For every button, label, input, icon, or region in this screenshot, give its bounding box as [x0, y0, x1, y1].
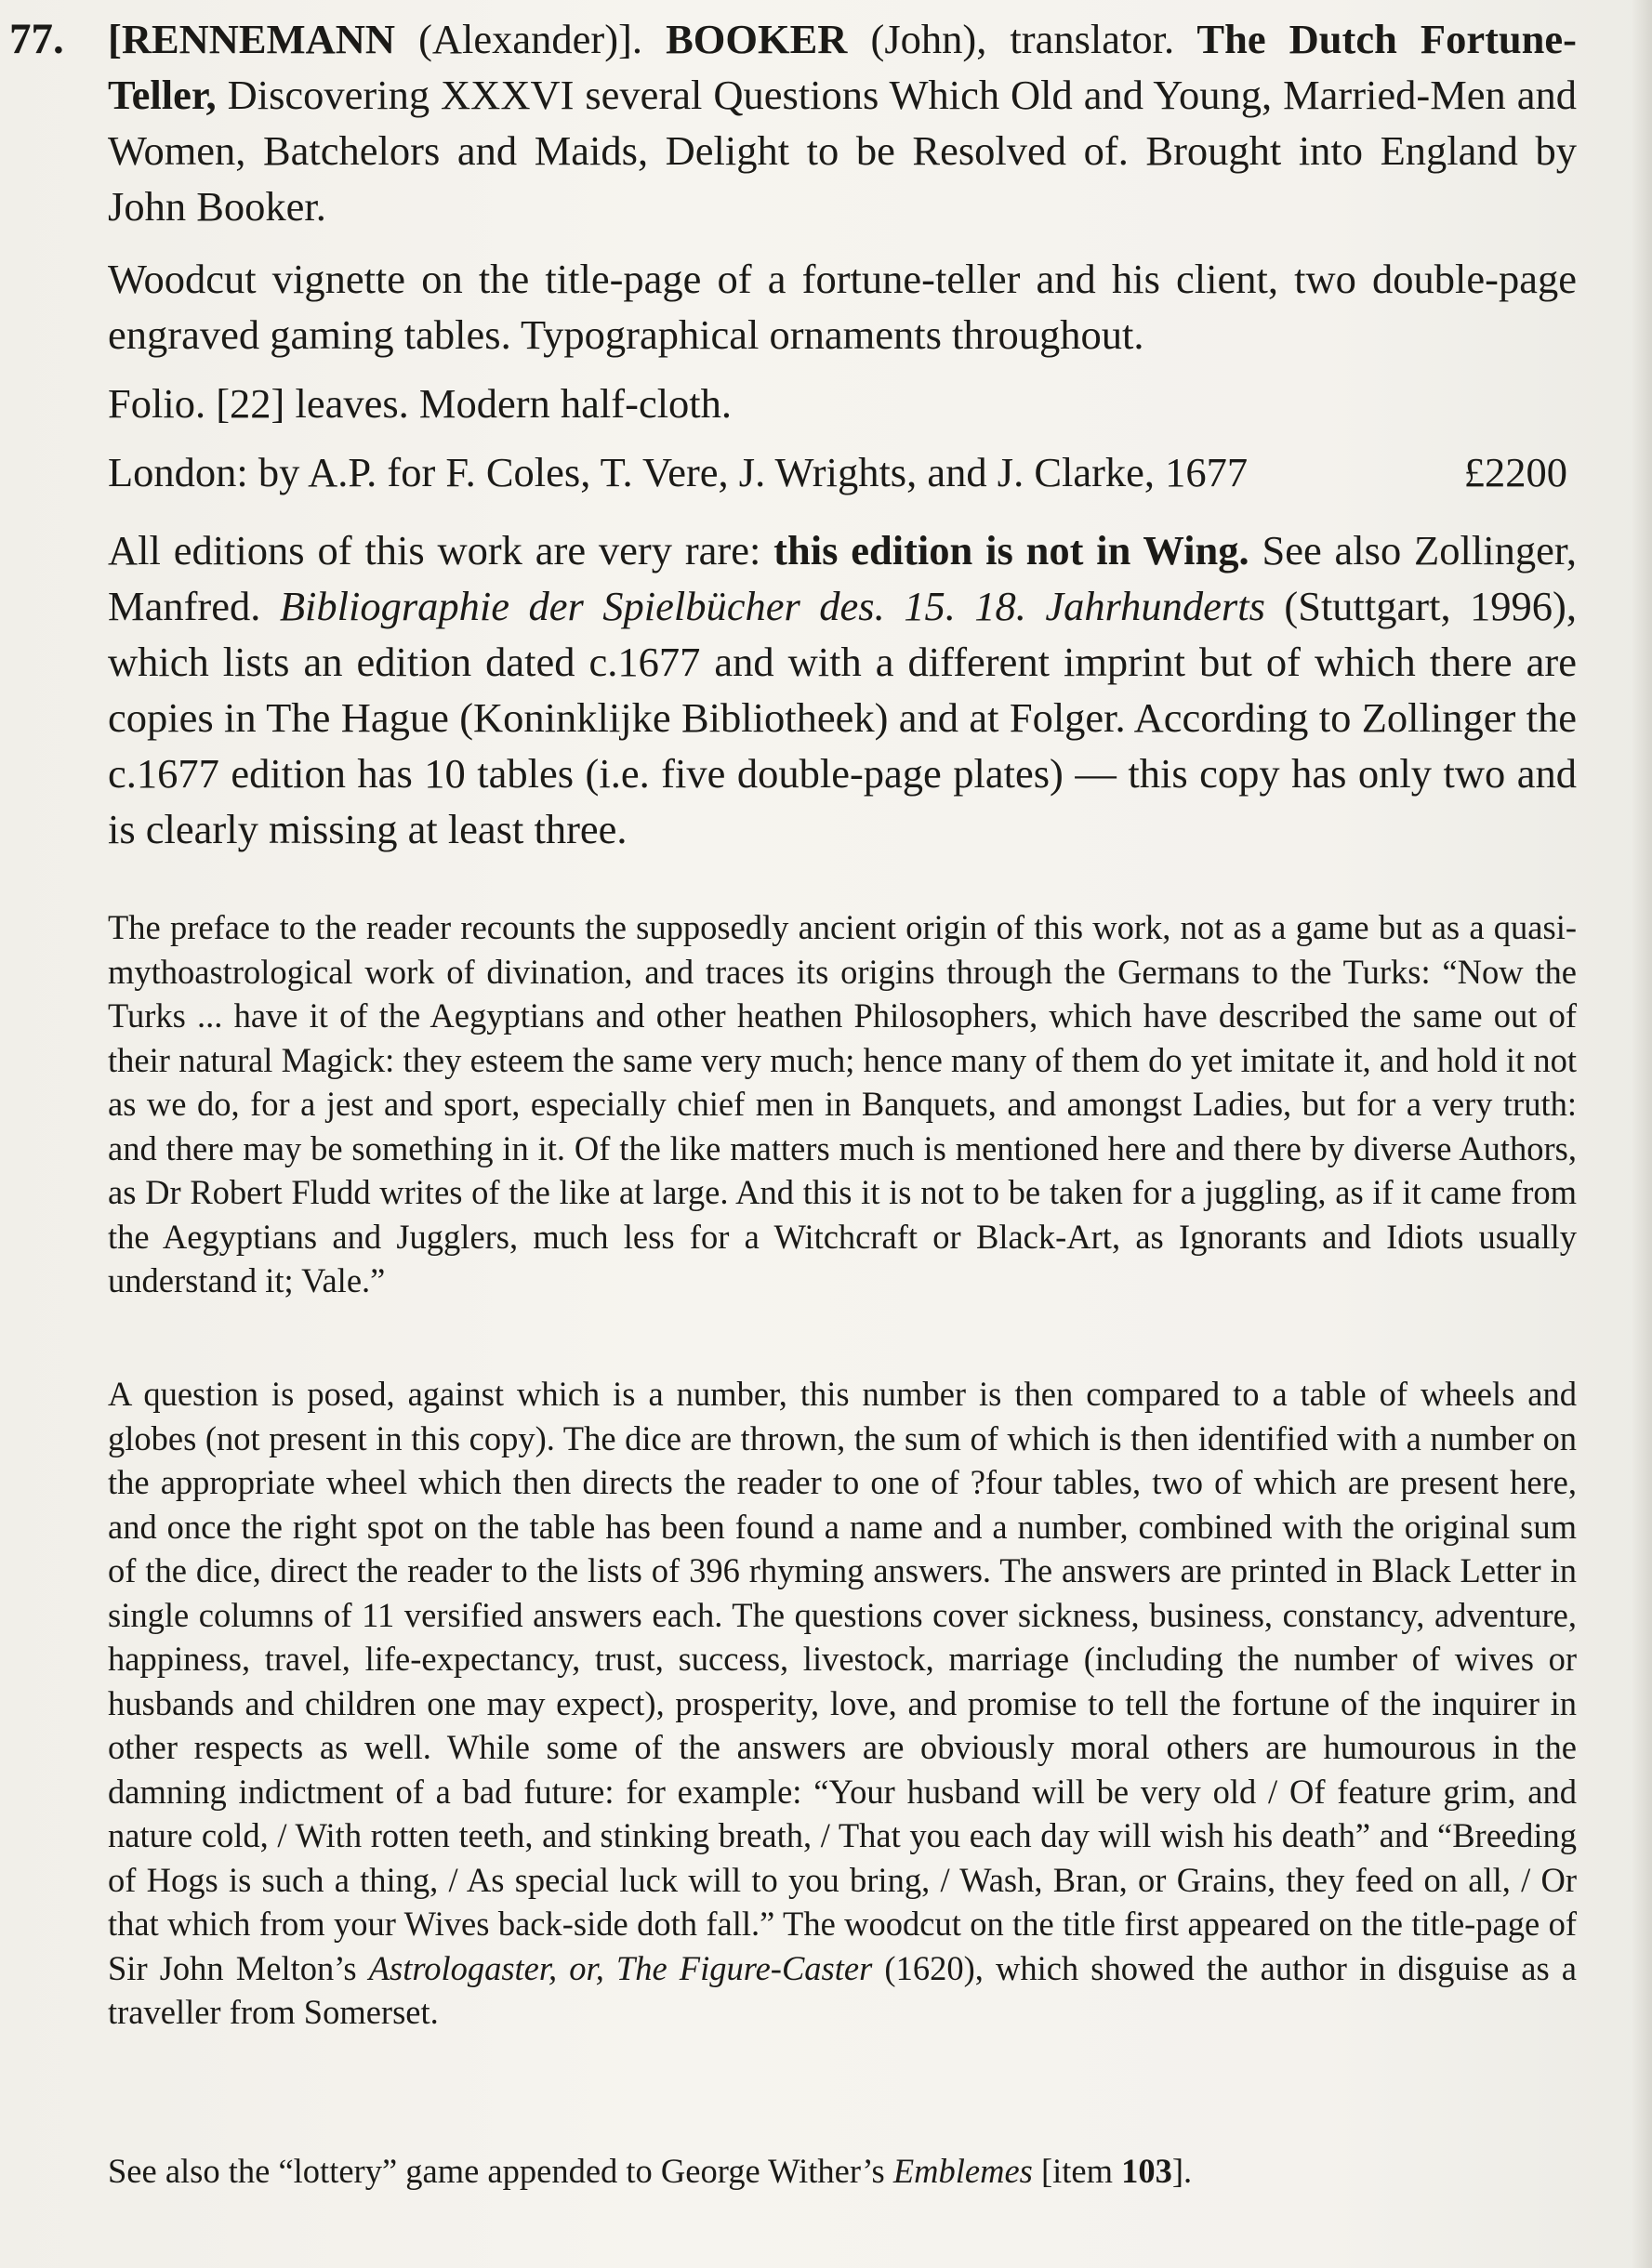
preface-paragraph: The preface to the reader recounts the supposedly ancient origin of this work, not as a game but as a quasi-mythoastrological work of divination, and traces its origins through the Germans to the Turks: “Now the Turks ... have it of the Aegyptians and other heathen Philosophers, which have described the same out of their natural Magick: they esteem the same very much; hence many of them do yet imitate it, and hold it not as we do, for a jest and sport, especially chief men in Banquets, and amongst Ladies, but for a very truth: and there may be something in it. Of the like matters much is mentioned here and there by diverse Authors, as Dr Robert Fludd writes of the like at large. And this it is not to be taken for a juggling, as if it came from the Aegyptians and Jugglers, much less for a Witchcraft or Black-Art, as Ignorants and Idiots usually understand it; Vale.” — [108, 908, 1577, 1299]
astrologaster-title: Astrologaster, or, The Figure-Caster — [368, 1948, 873, 1987]
method-paragraph — [108, 1372, 1577, 2035]
translator-note: (John), translator. — [847, 16, 1175, 62]
collation-note: Folio. [22] leaves. Modern half-cloth. — [108, 380, 733, 427]
see-also-note — [108, 2149, 1577, 2194]
author-surname: [RENNEMANN — [108, 16, 396, 62]
lot-number: 77. — [9, 15, 64, 63]
rarity-wing-note: this edition is not in Wing. — [773, 527, 1249, 574]
translator-surname: BOOKER — [642, 16, 848, 62]
rarity-text-3: (Stuttgart, 1996), which lists an edition dated c.1677 and with a different imprint but of which there are copies in The Hague (Koninklijke Bibliotheek) and at Folger. According to Zollinger the c.1677 edition has 10 tables (i.e. five double-page plates) — this copy has only two and is clearly missing at least three. — [108, 583, 1578, 852]
book-subtitle: Discovering XXXVI several Questions Which Old and Young, Married-Men and Women, Batchelors and Maids, Delight to be Resolved of. Brought into England by John Booker. — [108, 72, 1577, 230]
see-also-text-3: ]. — [1171, 2152, 1193, 2190]
see-also-text-2: [item — [1032, 2152, 1122, 2190]
method-text-2: (1620), which showed the author in disguise as a traveller from Somerset. — [108, 1948, 1577, 2031]
entry-heading — [108, 11, 1577, 234]
page-edge-shadow — [1632, 0, 1652, 2268]
illustrations-note: Woodcut vignette on the title-page of a fortune-teller and his client, two double-page engraved gaming tables. Typographical ornaments throughout. — [108, 256, 1577, 358]
book-title: The Dutch Fortune-Teller, — [108, 16, 1577, 118]
rarity-note — [108, 522, 1577, 857]
author-given-name: (Alexander)]. — [395, 16, 642, 62]
item-reference: 103 — [1121, 2152, 1172, 2190]
emblemes-title: Emblemes — [892, 2152, 1033, 2190]
zollinger-title: Bibliographie der Spielbücher des. 15. 18. Jahrhunderts — [279, 583, 1265, 629]
imprint-text: London: by A.P. for F. Coles, T. Vere, J. Wrights, and J. Clarke, 1677 — [108, 449, 1249, 495]
imprint-line — [108, 444, 1577, 500]
rarity-text-1: All editions of this work are very rare: — [108, 527, 774, 574]
rarity-text-2: See also Zollinger, Manfred. — [108, 527, 1577, 629]
see-also-text-1: See also the “lottery” game appended to George Wither’s — [108, 2152, 893, 2190]
price: £2200 — [1463, 449, 1567, 495]
method-text-1: A question is posed, against which is a number, this number is then compared to a table of wheels and globes (not present in this copy). The dice are thrown, the sum of which is then identified with a number on the appropriate wheel which then directs the reader to one of ?four tables, two of which are present here, and once the right spot on the table has been found a name and a number, combined with the original sum of the dice, direct the reader to the lists of 396 rhyming answers. The answers are printed in Black Letter in single columns of 11 versified answers each. The questions cover sickness, business, constancy, adventure, happiness, travel, life-expectancy, trust, success, livestock, marriage (including the number of wives or husbands and children one may expect), prosperity, love, and promise to tell the fortune of the inquirer in other respects as well. While some of the answers are obviously moral others are humourous in the damning indictment of a bad future: for example: “Your husband will be very old / Of feature grim, and nature cold, / With rotten teeth, and stinking breath, / That you each day will wish his death” and “Breeding of Hogs is such a thing, / As special luck will to you bring, / Wash, Bran, or Grains, they feed on all, / Or that which from your Wives back-side doth fall.” The woodcut on the title first appeared on the title-page of Sir John Melton’s — [108, 1375, 1577, 1987]
